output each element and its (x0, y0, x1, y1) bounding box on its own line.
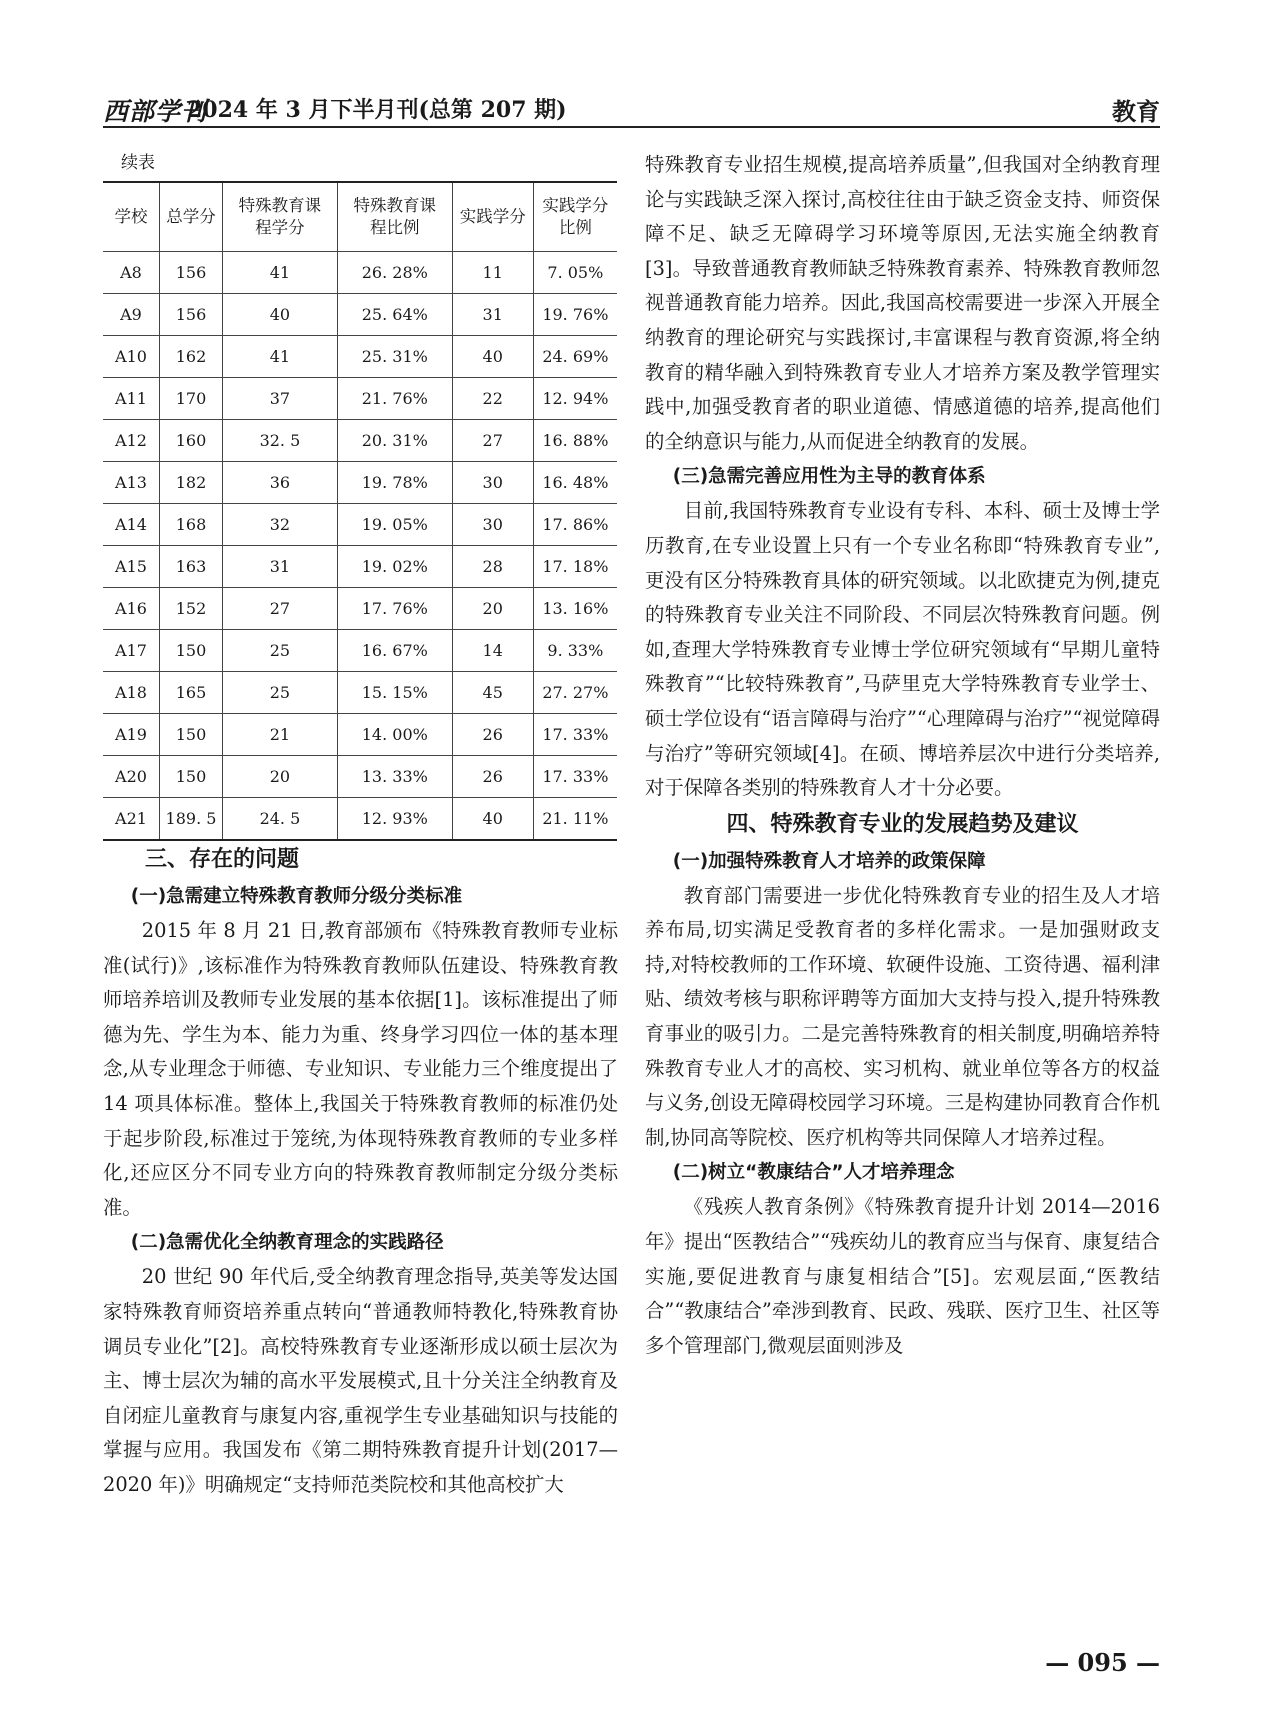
table-row (103, 252, 617, 294)
table-row (103, 672, 617, 714)
subsection-title: (二)急需优化全纳教育理念的实践路径 (130, 1232, 444, 1254)
table-cell: A14 (103, 504, 160, 546)
body-paragraph: 特殊教育专业招生规模,提高培养质量”,但我国对全纳教育理论与实践缺乏深入探讨,高校往往由于缺乏资金支持、师资保障不足、缺乏无障碍学习环境等原因,无法实施全纳教育[3]。导致普通教育教师缺乏特殊教育素养、特殊教育教师忽视普通教育能力培养。因此,我国高校需要进一步深入开展全纳教育的理论研究与实践探讨,丰富课程与教育资源,将全纳教育的精华融入到特殊教育专业人才培养方案及教学管理实践中,加强受教育者的职业道德、情感道德的培养,提高他们的全纳意识与能力,从而促进全纳教育的发展。 (645, 153, 1160, 453)
table-cell: 150 (160, 756, 223, 798)
table-row (103, 756, 617, 798)
table-cell: 26 (452, 756, 533, 798)
table-cell: 165 (160, 672, 223, 714)
table-cell: 21. 76% (337, 378, 452, 420)
table-cell: A18 (103, 672, 160, 714)
table-cell: 15. 15% (337, 672, 452, 714)
section-name: 教育 (1112, 97, 1160, 126)
table-cell: 12. 93% (337, 798, 452, 841)
body-paragraph: 《残疾人教育条例》《特殊教育提升计划 2014—2016 年》提出“医教结合”“残疾幼儿的教育应当与保育、康复结合实施,要促进教育与康复相结合”[5]。宏观层面,“医教结合”“教康结合”牵涉到教育、民政、残联、医疗卫生、社区等多个管理部门,微观层面则涉及 (645, 1195, 1160, 1357)
credits-table (103, 181, 617, 841)
table-cell: A9 (103, 294, 160, 336)
table-row (103, 714, 617, 756)
table-cell: 17. 18% (533, 546, 617, 588)
table-row (103, 378, 617, 420)
col-header-practice-credits: 实践学分 (452, 182, 533, 252)
table-row (103, 294, 617, 336)
table-cell: 36 (223, 462, 338, 504)
section-4-title: 四、特殊教育专业的发展趋势及建议 (726, 811, 1079, 837)
table-cell: 19. 05% (337, 504, 452, 546)
table-cell: 41 (223, 252, 338, 294)
table-continued-label: 续表 (121, 153, 155, 173)
table-cell: 22 (452, 378, 533, 420)
table-cell: 163 (160, 546, 223, 588)
table-cell: 16. 67% (337, 630, 452, 672)
table-cell: 26. 28% (337, 252, 452, 294)
table-cell: 19. 02% (337, 546, 452, 588)
table-row (103, 588, 617, 630)
right-column (645, 148, 1160, 1363)
table-cell: 41 (223, 336, 338, 378)
table-row (103, 546, 617, 588)
table-cell: A20 (103, 756, 160, 798)
table-cell: 160 (160, 420, 223, 462)
table-cell: 162 (160, 336, 223, 378)
table-cell: 24. 5 (223, 798, 338, 841)
table-cell: 13. 33% (337, 756, 452, 798)
table-cell: 21. 11% (533, 798, 617, 841)
table-cell: 20 (223, 756, 338, 798)
table-cell: 14 (452, 630, 533, 672)
table-cell: 152 (160, 588, 223, 630)
table-cell: 189. 5 (160, 798, 223, 841)
body-paragraph: 20 世纪 90 年代后,受全纳教育理念指导,英美等发达国家特殊教育师资培养重点转向“普通教师特教化,特殊教育协调员专业化”[2]。高校特殊教育专业逐渐形成以硕士层次为主、博士层次为辅的高水平发展模式,且十分关注全纳教育及自闭症儿童教育与康复内容,重视学生专业基础知识与技能的掌握与应用。我国发布《第二期特殊教育提升计划(2017—2020 年)》明确规定“支持师范类院校和其他高校扩大 (103, 1265, 618, 1496)
table-cell: 19. 78% (337, 462, 452, 504)
table-cell: 26 (452, 714, 533, 756)
table-cell: 13. 16% (533, 588, 617, 630)
table-cell: 17. 33% (533, 756, 617, 798)
table-cell: 150 (160, 714, 223, 756)
col-header-total-credits: 总学分 (160, 182, 223, 252)
body-paragraph: 教育部门需要进一步优化特殊教育专业的招生及人才培养布局,切实满足受教育者的多样化需求。一是加强财政支持,对特校教师的工作环境、软硬件设施、工资待遇、福利津贴、绩效考核与职称评聘等方面加大支持与投入,提升特殊教育事业的吸引力。二是完善特殊教育的相关制度,明确培养特殊教育专业人才的高校、实习机构、就业单位等各方的权益与义务,创设无障碍校园学习环境。三是构建协同教育合作机制,协同高等院校、医疗机构等共同保障人才培养过程。 (645, 883, 1160, 1149)
table-cell: 17. 33% (533, 714, 617, 756)
table-cell: 16. 48% (533, 462, 617, 504)
table-cell: 27 (223, 588, 338, 630)
table-header-row (103, 182, 617, 252)
table-cell: A17 (103, 630, 160, 672)
table-cell: 170 (160, 378, 223, 420)
table-cell: 40 (223, 294, 338, 336)
col-header-special-ratio: 特殊教育课程比例 (337, 182, 452, 252)
table-cell: 27. 27% (533, 672, 617, 714)
table-cell: 17. 76% (337, 588, 452, 630)
table-cell: 40 (452, 798, 533, 841)
table-cell: 28 (452, 546, 533, 588)
table-cell: 156 (160, 252, 223, 294)
table-cell: 25. 31% (337, 336, 452, 378)
table-cell: 37 (223, 378, 338, 420)
table-cell: 168 (160, 504, 223, 546)
table-cell: A16 (103, 588, 160, 630)
subsection-title: (一)急需建立特殊教育教师分级分类标准 (130, 886, 463, 907)
table-row (103, 504, 617, 546)
table-cell: A10 (103, 336, 160, 378)
table-cell: 19. 76% (533, 294, 617, 336)
page-number: — 095 — (1045, 1648, 1160, 1677)
table-cell: 31 (223, 546, 338, 588)
table-cell: 25 (223, 630, 338, 672)
table-cell: 12. 94% (533, 378, 617, 420)
table-body (103, 252, 617, 841)
table-row (103, 420, 617, 462)
table-cell: 16. 88% (533, 420, 617, 462)
body-paragraph: 目前,我国特殊教育专业设有专科、本科、硕士及博士学历教育,在专业设置上只有一个专业名称即“特殊教育专业”,更没有区分特殊教育具体的研究领域。以北欧捷克为例,捷克的特殊教育专业关注不同阶段、不同层次特殊教育问题。例如,查理大学特殊教育专业博士学位研究领域有“早期儿童特殊教育”“比较特殊教育”,马萨里克大学特殊教育专业学士、硕士学位设有“语言障碍与治疗”“心理障碍与治疗”“视觉障碍与治疗”等研究领域[4]。在硕、博培养层次中进行分类培养,对于保障各类别的特殊教育人才十分必要。 (645, 499, 1160, 800)
table-cell: A19 (103, 714, 160, 756)
table-cell: 25. 64% (337, 294, 452, 336)
table-cell: 11 (452, 252, 533, 294)
section-3-title: 三、存在的问题 (145, 847, 300, 872)
table-cell: 182 (160, 462, 223, 504)
table-cell: 20 (452, 588, 533, 630)
issue-info: 2024 年 3 月下半月刊(总第 207 期) (187, 97, 567, 123)
table-cell: 25 (223, 672, 338, 714)
table-cell: A8 (103, 252, 160, 294)
table-cell: 30 (452, 462, 533, 504)
table-cell: 30 (452, 504, 533, 546)
table-cell: 20. 31% (337, 420, 452, 462)
table-cell: 150 (160, 630, 223, 672)
table-cell: A11 (103, 378, 160, 420)
table-cell: A13 (103, 462, 160, 504)
table-cell: A15 (103, 546, 160, 588)
header-rule (103, 126, 1160, 128)
table-cell: 45 (452, 672, 533, 714)
table-cell: 31 (452, 294, 533, 336)
page-header (103, 92, 1160, 124)
table-cell: 40 (452, 336, 533, 378)
table-row (103, 630, 617, 672)
subsection-title: (一)加强特殊教育人才培养的政策保障 (672, 850, 986, 872)
table-cell: 7. 05% (533, 252, 617, 294)
col-header-school: 学校 (103, 182, 160, 252)
table-row (103, 336, 617, 378)
table-row (103, 462, 617, 504)
table-cell: 24. 69% (533, 336, 617, 378)
table-cell: 156 (160, 294, 223, 336)
subsection-title: (二)树立“教康结合”人才培养理念 (672, 1162, 955, 1184)
journal-logo: 西部学刊 (103, 97, 208, 126)
table-cell: 17. 86% (533, 504, 617, 546)
table-cell: 27 (452, 420, 533, 462)
col-header-practice-ratio: 实践学分比例 (533, 182, 617, 252)
table-row (103, 798, 617, 841)
table-cell: 32. 5 (223, 420, 338, 462)
table-cell: 21 (223, 714, 338, 756)
table-cell: 14. 00% (337, 714, 452, 756)
table-cell: 9. 33% (533, 630, 617, 672)
col-header-special-credits: 特殊教育课程学分 (223, 182, 338, 252)
table-cell: 32 (223, 504, 338, 546)
table-cell: A21 (103, 798, 160, 841)
table-cell: A12 (103, 420, 160, 462)
subsection-title: (三)急需完善应用性为主导的教育体系 (672, 466, 986, 488)
left-column (103, 148, 618, 1503)
body-paragraph: 2015 年 8 月 21 日,教育部颁布《特殊教育教师专业标准(试行)》,该标准作为特殊教育教师队伍建设、特殊教育教师培养培训及教师专业发展的基本依据[1]。该标准提出了师德为先、学生为本、能力为重、终身学习四位一体的基本理念,从专业理念于师德、专业知识、专业能力三个维度提出了 14 项具体标准。整体上,我国关于特殊教育教师的标准仍处于起步阶段,标准过于笼统,为体现特殊教育教师的专业多样化,还应区分不同专业方向的特殊教育教师制定分级分类标准。 (103, 919, 618, 1219)
